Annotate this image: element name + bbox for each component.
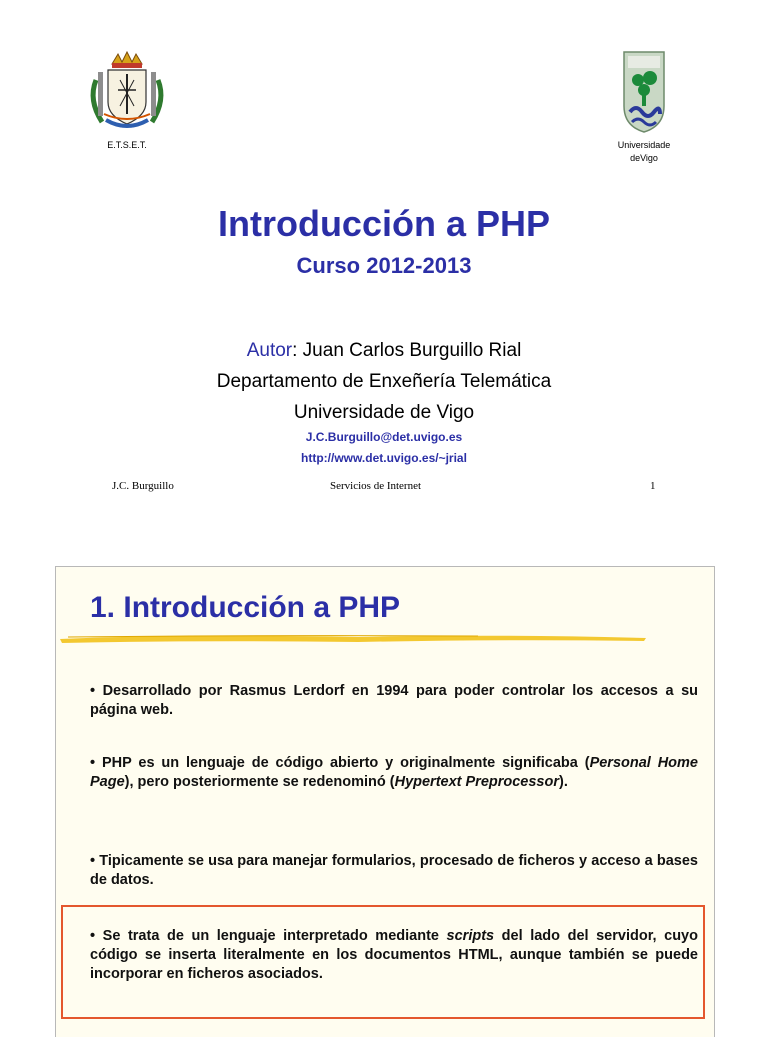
footer-author: J.C. Burguillo [112, 480, 174, 492]
uvigo-caption [604, 139, 684, 165]
paragraph-usage: • Tipicamente se usa para manejar formularios, procesado de ficheros y acceso a bases de datos. [90, 853, 698, 888]
etset-caption: E.T.S.E.T. [107, 140, 147, 150]
p2-text-a: • PHP es un lenguaje de código abierto y originalmente significaba ( [90, 755, 590, 771]
title-underline-brush [58, 631, 648, 645]
slide-subtitle: Curso 2012-2013 [296, 253, 472, 278]
department-line: Departamento de Enxeñería Telemática [216, 371, 552, 392]
paragraph-origin: • Desarrollado por Rasmus Lerdorf en 1994 para poder controlar los accesos a su página web. [90, 683, 698, 718]
section-title: 1. Introducción a PHP [90, 591, 401, 624]
uvigo-caption-line2: deVigo [630, 153, 658, 163]
slide-title: Introducción a PHP [217, 203, 551, 244]
uvigo-caption-line1: Universidade [617, 140, 671, 150]
author-label: Autor [246, 340, 293, 361]
p2-text-c: ), pero posteriormente se redenominó ( [124, 774, 395, 790]
footer-page-number: 1 [650, 480, 656, 492]
p4-text-a: • Se trata de un lenguaje interpretado mediante [90, 928, 447, 944]
content-slide [55, 566, 715, 1037]
uvigo-logo [620, 48, 668, 134]
university-line: Universidade de Vigo [293, 402, 475, 423]
etset-crest-logo [84, 50, 170, 132]
p4-text-c: del lado del servidor, cuyo código se inserta literalmente en los documentos HTML, aunque también se puede incorporar en ficheros asociados. [90, 928, 698, 982]
paragraph-server-side [90, 927, 698, 984]
website-link[interactable]: http://www.det.uvigo.es/~jrial [301, 451, 467, 465]
paragraph-name-meaning [90, 754, 698, 792]
email-link[interactable]: J.C.Burguillo@det.uvigo.es [305, 430, 463, 444]
p2-emphasis-hypertext-preprocessor: Hypertext Preprocessor [394, 774, 560, 790]
p2-emphasis-personal-home-page: Personal Home Page [90, 755, 698, 790]
author-line [0, 340, 768, 362]
p2-text-e: ). [559, 774, 568, 790]
footer-course: Servicios de Internet [330, 480, 422, 492]
p4-emphasis-scripts: scripts [446, 928, 495, 944]
author-name: : Juan Carlos Burguillo Rial [292, 340, 522, 361]
